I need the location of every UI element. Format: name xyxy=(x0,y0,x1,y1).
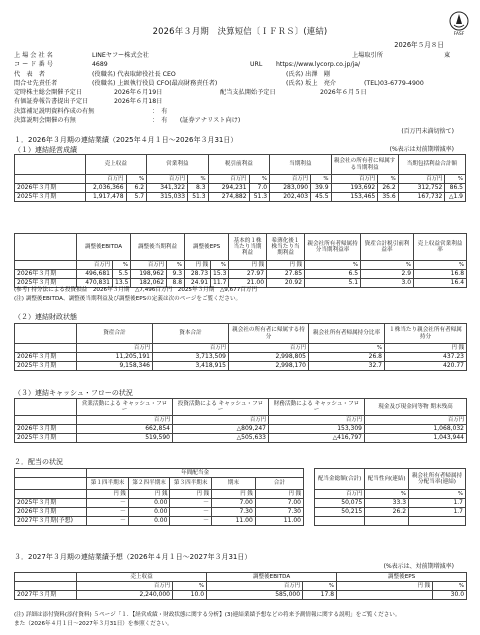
data-cell: 7.00 xyxy=(212,499,256,508)
col-header: 配当性向(連結) xyxy=(365,469,409,490)
col-header: 資産合計 xyxy=(77,324,153,344)
col-header: 投資活動による キャッシュ・フロー xyxy=(173,399,269,416)
cash-flow-table xyxy=(14,398,467,443)
row-label: 2026年３月期 xyxy=(15,270,77,279)
col-header: 配当金総額(合計) xyxy=(314,469,364,490)
col-header: 資本合計 xyxy=(153,324,229,344)
data-cell: 11.7 xyxy=(211,279,229,288)
unit-cell: 円 銭 xyxy=(185,261,211,270)
data-cell xyxy=(314,517,364,526)
data-cell: 51.3 xyxy=(249,193,270,202)
col-header: 営業活動による キャッシュ・フロー xyxy=(77,399,173,416)
data-cell: 6.5 xyxy=(305,270,361,279)
data-cell: 2,998,170 xyxy=(229,362,309,371)
data-cell: 11.00 xyxy=(212,517,256,526)
row-label: 2026年３月期 xyxy=(15,425,77,434)
data-cell: 1.7 xyxy=(409,508,466,517)
forecast-table xyxy=(14,572,467,600)
data-cell: 2,998,805 xyxy=(229,353,309,362)
url-label: URL xyxy=(250,61,263,69)
unit-cell: 百万円 xyxy=(77,582,173,591)
data-cell xyxy=(337,591,433,600)
col-header: 第３四半期末 xyxy=(170,478,212,490)
brief-value: ： 有 (証券アナリスト向け) xyxy=(152,117,241,125)
data-cell: 11,205,191 xyxy=(77,353,153,362)
contact-tel: (TEL)03-6779-4900 xyxy=(364,79,424,87)
data-cell: 16.4 xyxy=(414,279,467,288)
col-header: 第２四半期末 xyxy=(128,478,170,490)
data-cell: 2.9 xyxy=(361,270,414,279)
col-header: 調整後EBITDA xyxy=(207,573,337,582)
data-cell: 50,215 xyxy=(314,508,364,517)
col-header: 親会社所有者帰属持分当期利益率 xyxy=(305,234,361,261)
data-cell: 437.23 xyxy=(385,353,467,362)
data-cell: 312,752 xyxy=(398,184,445,193)
contact-label: 問合せ先責任者 xyxy=(14,79,58,87)
section1-pct-note: (%表示は対前期増減率) xyxy=(389,146,454,153)
data-cell: △505,633 xyxy=(173,434,269,443)
data-cell: 26.2 xyxy=(365,508,409,517)
data-cell: 7.0 xyxy=(249,184,270,193)
unit-cell: 百万円 xyxy=(77,344,153,353)
table-row xyxy=(15,184,466,193)
table-row xyxy=(15,425,467,434)
data-cell: 8.3 xyxy=(188,184,209,193)
col-header: 基本的１株当たり当期利益 xyxy=(229,234,267,261)
table-row xyxy=(15,434,467,443)
data-cell: △1.9 xyxy=(445,193,466,202)
col-header: 税引前利益 xyxy=(208,155,269,175)
col-header: １株当たり親会社所有者帰属持分 xyxy=(385,324,467,344)
div-start-label: 配当支払開始予定日 xyxy=(220,89,276,97)
unit-cell: 百万円 xyxy=(77,261,113,270)
unit-cell: 百万円 xyxy=(153,344,229,353)
col-header: 売上収益営業利益率 xyxy=(414,234,467,261)
data-cell: 86.5 xyxy=(445,184,466,193)
data-cell: 274,882 xyxy=(208,193,249,202)
row-label: 2026年３月期 xyxy=(15,508,87,517)
data-cell: 51.3 xyxy=(188,193,209,202)
unit-cell: 百万円 xyxy=(331,175,378,184)
data-cell: 470,831 xyxy=(77,279,113,288)
data-cell: 28.73 xyxy=(185,270,211,279)
data-cell: － xyxy=(170,499,212,508)
data-cell: 27.85 xyxy=(267,270,305,279)
rep-name: (氏名) 出澤 剛 xyxy=(286,70,330,78)
data-cell: 294,231 xyxy=(208,184,249,193)
contact-name: (氏名) 坂上 亮介 xyxy=(286,79,337,87)
unit-cell: % xyxy=(445,175,466,184)
data-cell: 9.3 xyxy=(167,270,185,279)
equity-method-note: (参考) 持分法による投資損益 2026年３月期 △7,496百万円 2025年３月期 △9,677百万円 xyxy=(14,287,258,293)
col-header: 売上収益 xyxy=(85,155,146,175)
div-start-date: 2026年６月５日 xyxy=(320,89,367,97)
col-header: 親会社の所有者に帰属する当期利益 xyxy=(331,155,398,175)
data-cell: － xyxy=(170,508,212,517)
sec-report-date: 2026年６月18日 xyxy=(114,98,163,106)
unit-cell: 百万円 xyxy=(207,582,303,591)
col-header: 合計 xyxy=(255,478,303,490)
unit-cell: 円 銭 xyxy=(255,490,303,499)
dividends-table xyxy=(14,468,466,526)
unit-cell: % xyxy=(311,175,332,184)
sec-report-label: 有価証券報告書提出予定日 xyxy=(14,98,89,106)
unit-cell: % xyxy=(409,490,466,499)
data-cell: 20.92 xyxy=(267,279,305,288)
col-header: 財務活動による キャッシュ・フロー xyxy=(269,399,365,416)
data-cell: △809,247 xyxy=(173,425,269,434)
col-header: 営業利益 xyxy=(147,155,208,175)
col-header: 親会社所有者帰属持分比率 xyxy=(309,324,385,344)
contact-title: (役職名) 上級執行役員 CFO(最高財務責任者) xyxy=(92,79,218,87)
unit-cell: % xyxy=(167,261,185,270)
exchange-label: 上場取引所 xyxy=(352,52,383,59)
data-cell: 13.5 xyxy=(113,279,131,288)
data-cell: 32.7 xyxy=(309,362,385,371)
unit-cell: 百万円 xyxy=(314,490,364,499)
unit-cell: 百万円 xyxy=(173,416,269,425)
data-cell xyxy=(365,517,409,526)
supp-value: ： 有 xyxy=(152,107,168,115)
unit-cell: 円 銭 xyxy=(337,582,433,591)
data-cell: 24.91 xyxy=(185,279,211,288)
unit-cell: 円 銭 xyxy=(170,490,212,499)
data-cell: 0.00 xyxy=(128,517,170,526)
adjusted-metrics-table xyxy=(14,233,467,288)
adjusted-definition-note: (注) 調整後EBITDA、調整後当期利益及び調整後EPSの定義は次のページをご覧ください。 xyxy=(14,296,242,302)
data-cell: 585,000 xyxy=(207,591,303,600)
col-header: 希薄化後１株当たり当期利益 xyxy=(267,234,305,261)
data-cell: 7.30 xyxy=(212,508,256,517)
unit-cell: % xyxy=(126,175,147,184)
unit-cell: 円 銭 xyxy=(87,490,129,499)
data-cell: 420.77 xyxy=(385,362,467,371)
table-row xyxy=(15,193,466,202)
document-date: 2026年５月８日 xyxy=(394,41,444,49)
data-cell: 283,090 xyxy=(270,184,311,193)
unit-cell: 円 銭 xyxy=(128,490,170,499)
unit-cell: % xyxy=(211,261,229,270)
data-cell: 35.6 xyxy=(378,193,399,202)
unit-cell: % xyxy=(173,582,207,591)
data-cell: 11.00 xyxy=(255,517,303,526)
table-row xyxy=(15,591,467,600)
row-label: 2025年３月期 xyxy=(15,193,86,202)
agm-label: 定時株主総会開催予定日 xyxy=(14,89,83,97)
data-cell: 341,322 xyxy=(147,184,188,193)
data-cell: 30.0 xyxy=(433,591,467,600)
data-cell: 167,732 xyxy=(398,193,445,202)
row-label: 2025年３月期 xyxy=(15,279,77,288)
agm-date: 2026年６月19日 xyxy=(114,89,163,97)
col-header: 当期包括利益合計額 xyxy=(398,155,465,175)
data-cell: 202,403 xyxy=(270,193,311,202)
data-cell: 9,158,346 xyxy=(77,362,153,371)
section1-heading: １．2026年３月期の連結業績（2025年４月１日～2026年３月31日） xyxy=(14,136,238,144)
row-label: 2027年３月期 xyxy=(15,591,77,600)
data-cell: 26.2 xyxy=(378,184,399,193)
data-cell: 10.0 xyxy=(173,591,207,600)
rep-label: 代 表 者 xyxy=(14,70,45,78)
unit-cell: 百万円 xyxy=(365,416,467,425)
data-cell: 17.8 xyxy=(303,591,337,600)
section2-sub: （２）連結財政状態 xyxy=(14,313,77,321)
data-cell: 2,240,000 xyxy=(77,591,173,600)
data-cell: 1.7 xyxy=(409,499,466,508)
row-label: 2025年３月期 xyxy=(15,499,87,508)
data-cell: 315,033 xyxy=(147,193,188,202)
data-cell: 2,036,366 xyxy=(85,184,126,193)
data-cell: 3,713,509 xyxy=(153,353,229,362)
unit-cell: % xyxy=(433,582,467,591)
company-name: LINEヤフー株式会社 xyxy=(92,52,149,59)
col-header: 第１四半期末 xyxy=(87,478,129,490)
data-cell: 193,692 xyxy=(331,184,378,193)
financial-position-table xyxy=(14,323,467,371)
data-cell: － xyxy=(170,517,212,526)
data-cell xyxy=(409,517,466,526)
col-header: 親会社の所有者に帰属する持分 xyxy=(229,324,309,344)
code-value: 4689 xyxy=(92,61,108,69)
col-header: 資産合計税引前利益率 xyxy=(361,234,414,261)
unit-cell: 百万円 xyxy=(229,344,309,353)
unit-cell: % xyxy=(361,261,414,270)
col-header: 調整後EPS xyxy=(185,234,229,261)
section3-sub: （３）連結キャッシュ・フローの状況 xyxy=(14,389,133,397)
row-label: 2025年３月期 xyxy=(15,434,77,443)
col-header: 期末 xyxy=(212,478,256,490)
row-label: 2026年３月期 xyxy=(15,184,86,193)
unit-cell: % xyxy=(378,175,399,184)
unit-cell: 円 銭 xyxy=(267,261,305,270)
col-header: 調整後当期利益 xyxy=(131,234,185,261)
unit-cell: 百万円 xyxy=(131,261,167,270)
exchange-value: 東 xyxy=(444,52,451,59)
unit-cell: % xyxy=(303,582,337,591)
unit-cell: 百万円 xyxy=(398,175,445,184)
data-cell: 45.5 xyxy=(311,193,332,202)
data-cell: △416,797 xyxy=(269,434,365,443)
table-row xyxy=(15,508,466,517)
unit-cell: 百万円 xyxy=(85,175,126,184)
row-label: 2026年３月期 xyxy=(15,353,77,362)
data-cell: 33.3 xyxy=(365,499,409,508)
data-cell: 50,075 xyxy=(314,499,364,508)
table-row xyxy=(15,517,466,526)
group-header: 年間配当金 xyxy=(87,469,304,478)
data-cell: 5.1 xyxy=(305,279,361,288)
data-cell: 3.0 xyxy=(361,279,414,288)
data-cell: 496,681 xyxy=(77,270,113,279)
unit-cell: 円 銭 xyxy=(229,261,267,270)
unit-cell: 円 銭 xyxy=(385,344,467,353)
svg-text:FASF: FASF xyxy=(453,32,465,36)
unit-cell: % xyxy=(309,344,385,353)
unit-cell: 円 銭 xyxy=(212,490,256,499)
data-cell: 21.00 xyxy=(229,279,267,288)
data-cell: 6.2 xyxy=(126,184,147,193)
data-cell: － xyxy=(87,508,129,517)
row-label: 2027年３月期(予想) xyxy=(15,517,87,526)
data-cell: 5.7 xyxy=(126,193,147,202)
rep-title: (役職名) 代表取締役社長 CEO xyxy=(92,70,176,78)
unit-cell: 百万円 xyxy=(77,416,173,425)
data-cell: 0.00 xyxy=(128,499,170,508)
data-cell: 15.3 xyxy=(211,270,229,279)
unit-cell: % xyxy=(188,175,209,184)
data-cell: 182,062 xyxy=(131,279,167,288)
supp-label: 決算補足説明資料作成の有無 xyxy=(14,107,95,115)
data-cell: 27.97 xyxy=(229,270,267,279)
forecast-footnote-1: (注) 詳細は添付資料(添付資料) ５ページ「１．【経営成績・財政状態に関する分析】(3)連結業績予想などの将来予測情報に関する説明」をご覧ください。 xyxy=(14,612,401,618)
data-cell: 198,962 xyxy=(131,270,167,279)
data-cell: 519,590 xyxy=(77,434,173,443)
section1-sub: （１）連結経営成績 xyxy=(14,146,77,154)
data-cell: 1,043,944 xyxy=(365,434,467,443)
unit-cell: 百万円 xyxy=(147,175,188,184)
unit-cell: % xyxy=(305,261,361,270)
url-link[interactable]: https://www.lycorp.co.jp/ja/ xyxy=(276,61,361,69)
data-cell: 39.9 xyxy=(311,184,332,193)
operating-results-table xyxy=(14,154,466,202)
company-info xyxy=(14,52,466,126)
col-header: 調整後EBITDA xyxy=(77,234,131,261)
section4-heading: ２．配当の状況 xyxy=(14,458,63,466)
unit-note: (百万円未満切捨て) xyxy=(401,128,454,135)
col-header: 当期利益 xyxy=(270,155,331,175)
data-cell: 16.8 xyxy=(414,270,467,279)
data-cell: － xyxy=(87,517,129,526)
data-cell: 3,418,915 xyxy=(153,362,229,371)
data-cell: 7.30 xyxy=(255,508,303,517)
company-label: 上 場 会 社 名 xyxy=(14,52,53,59)
table-row xyxy=(15,353,467,362)
unit-cell: % xyxy=(414,261,467,270)
table-row xyxy=(15,270,467,279)
unit-cell: % xyxy=(365,490,409,499)
data-cell: 153,309 xyxy=(269,425,365,434)
col-header: 売上収益 xyxy=(77,573,207,582)
unit-cell: % xyxy=(113,261,131,270)
code-label: コ ー ド 番 号 xyxy=(14,61,53,69)
col-header: 調整後EPS xyxy=(337,573,467,582)
forecast-footnote-2: また（2026年４月１日～2027年３月31日）を参照ください。 xyxy=(14,621,173,627)
data-cell: 8.8 xyxy=(167,279,185,288)
col-header: 現金及び現金同等物 期末残高 xyxy=(365,399,467,416)
data-cell: － xyxy=(87,499,129,508)
section5-heading: ３．2027年３月期の連結業績予想（2026年４月１日～2027年３月31日） xyxy=(14,553,252,561)
data-cell: 7.00 xyxy=(255,499,303,508)
table-row xyxy=(15,362,467,371)
data-cell: 26.8 xyxy=(309,353,385,362)
data-cell: 0.00 xyxy=(128,508,170,517)
unit-cell: 百万円 xyxy=(269,416,365,425)
unit-cell: 百万円 xyxy=(270,175,311,184)
data-cell: 1,917,478 xyxy=(85,193,126,202)
row-label: 2025年３月期 xyxy=(15,362,77,371)
data-cell: 662,854 xyxy=(77,425,173,434)
table-row xyxy=(15,499,466,508)
section5-pct-note: (%表示は、対前期増減率) xyxy=(383,563,454,570)
unit-cell: 百万円 xyxy=(208,175,249,184)
data-cell: 5.5 xyxy=(113,270,131,279)
col-header: 親会社所有者帰属持分配当率(連結) xyxy=(409,469,466,490)
brief-label: 決算説明会開催の有無 xyxy=(14,117,76,125)
document-title: 2026年３月期 決算短信〔ＩＦＲＳ〕(連結) xyxy=(152,26,328,36)
unit-cell: % xyxy=(249,175,270,184)
data-cell: 153,465 xyxy=(331,193,378,202)
data-cell: 1,068,032 xyxy=(365,425,467,434)
